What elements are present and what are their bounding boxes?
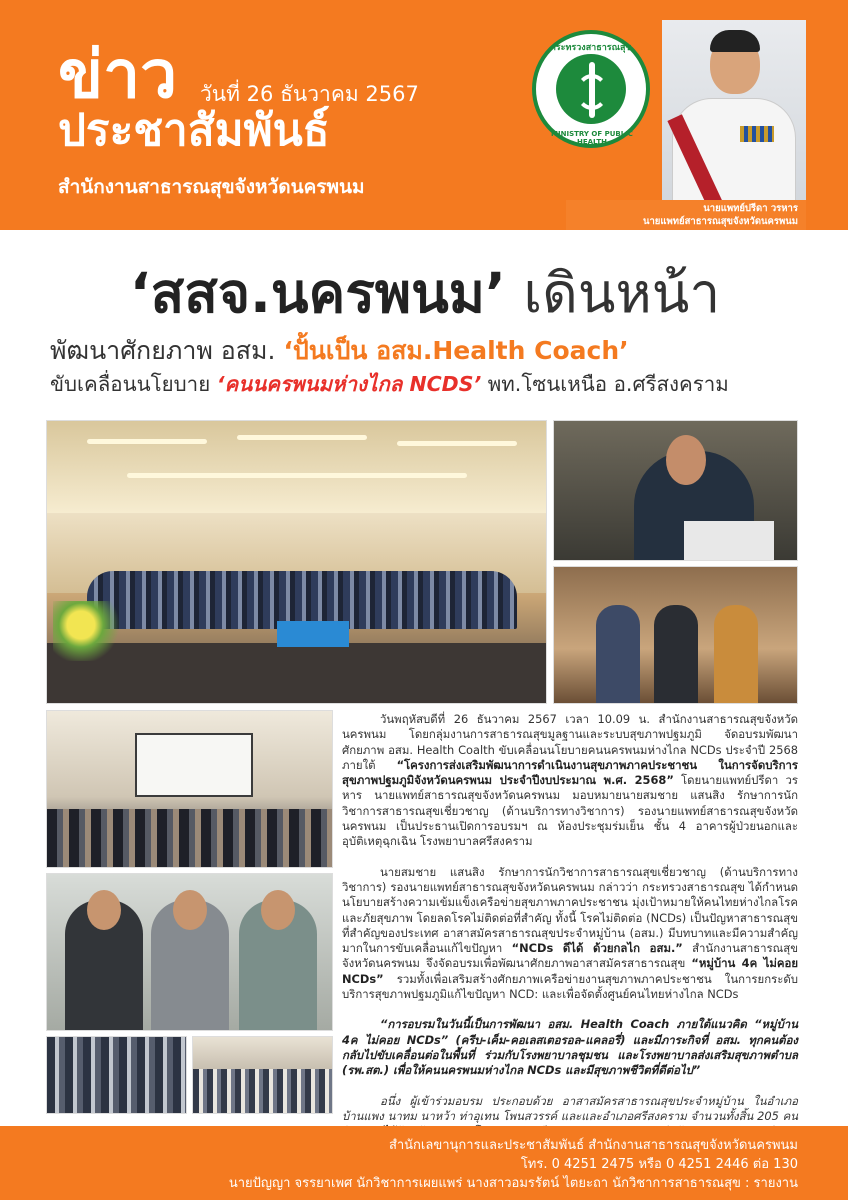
photo-presentation-screen (46, 710, 333, 868)
photo-group-hall (46, 420, 547, 704)
official-person (714, 605, 758, 704)
portrait-caption-name: นายแพทย์ปรีดา วรหาร (703, 203, 798, 214)
article-text: โดยนายแพทย์ปรีดา วรหาร นายแพทย์สาธารณสุขจังหวัดนครพนม มอบหมายนายสมชาย แสนสิง รักษาการนักวิชาการสาธารณสุขเชี่ยวชาญ (ด้านบริการทางวิชาการ) รองนายแพทย์สาธารณสุขจังหวัดนครพนม เป็นประธานเปิดการอบรมฯ ณ ห้องประชุมร่มเย็น ชั้น 4 อาคารผู้ป่วยนอกและอุบัติเหตุฉุกเฉิน โรงพยาบาลศรีสงคราม (342, 773, 798, 849)
header-date: วันที่ 26 ธันวาคม 2567 (200, 82, 419, 106)
footer-phone: โทร. 0 4251 2475 หรือ 0 4251 2446 ต่อ 130 (520, 1157, 798, 1172)
headline-line2-highlight: ‘ปั้นเป็น อสม.Health Coach’ (283, 336, 629, 365)
article-paragraph (342, 865, 798, 1003)
hall-light (397, 441, 517, 446)
headline-line3-suffix: พท.โซนเหนือ อ.ศรีสงคราม (481, 372, 729, 396)
portrait-medals (740, 126, 774, 142)
presentation-audience (47, 809, 332, 868)
photo-speaker (553, 420, 798, 561)
article-slogan: “หมู่บ้าน 4ค ไม่คอย NCDs” (342, 956, 798, 986)
header-word-news: ข่าว (58, 36, 178, 113)
hall-light (237, 435, 367, 440)
logo-snake (576, 74, 608, 110)
article-body (342, 712, 798, 1170)
participant-face (261, 890, 295, 930)
headline-line2-prefix: พัฒนาศักยภาพ อสม. (50, 336, 284, 365)
article-text: วันพฤหัสบดีที่ 26 ธันวาคม 2567 เวลา 10.09 น. สำนักงานสาธารณสุขจังหวัดนครพนม โดยกลุ่มงานการสาธารณสุขมูลฐานและระบบสุขภาพปฐมภูมิ จัดอบรมพัฒนาศักยภาพ อสม. Health Coalth ขับเคลื่อนนโยบายคนนครพนมห่างไกล NCDs ประจำปี 2568 ภายใต้ (342, 712, 798, 772)
article-text: รวมทั้งเพื่อเสริมสร้างศักยภาพเครือข่ายงานสุขภาพภาคประชาชน ในการยกระดับบริการสุขภาพปฐมภูมิแก้ไขปัญหา NCD: และเพื่อจัดตั้งศูนย์คนไทยห่างไกล NCDs (342, 971, 798, 1002)
article-text: สำนักงานสาธารณสุขจังหวัดนครพนม จึงจัดอบรมเพื่อพัฒนาศักยภาพอาสาสมัครสาธารณสุข (342, 941, 798, 971)
headline-line3-prefix: ขับเคลื่อนนโยบาย (50, 372, 217, 396)
photo-group-room (192, 1036, 333, 1114)
portrait-caption-title: นายแพทย์สาธารณสุขจังหวัดนครพนม (642, 216, 798, 227)
participant-face (173, 890, 207, 930)
official-person (596, 605, 640, 704)
hall-light (87, 439, 207, 444)
headline-main (40, 258, 810, 328)
article-slogan: “NCDs ดีได้ ด้วยกลไก อสม.” (511, 941, 683, 956)
headline-bold: ‘สสจ.นครพนม’ (129, 261, 506, 325)
photo-three-participants (46, 873, 333, 1031)
hall-light (127, 473, 467, 478)
news-header (0, 0, 848, 230)
official-portrait (662, 20, 806, 230)
participant-face (87, 890, 121, 930)
photo-group-participants (46, 1036, 187, 1114)
article-quote: “การอบรมในวันนี้เป็นการพัฒนา อสม. Health Coach ภายใต้แนวคิด “หมู่บ้าน 4ค ไม่คอย NCDs” (ครีบ-เค็ม-คอเลสเตอรอล-แคลอรี่) และมีภาระกิจที่ อสม. ทุกคนต้องกลับไปขับเคลื่อนต่อในพื้นที่ ร่วมกับโรงพยาบาลชุมชน และโรงพยาบาลส่งเสริมสุขภาพตำบล (รพ.สต.) เพื่อให้คนนครพนมห่างไกล NCDs และมีสุขภาพชีวิตที่ดีต่อไป” (342, 1017, 798, 1078)
article-text: นายสมชาย แสนสิง รักษาการนักวิชาการสาธารณสุขเชี่ยวชาญ (ด้านบริการทางวิชาการ) รองนายแพทย์สาธารณสุขจังหวัดนครพนม กล่าวว่า กระทรวงสาธารณสุข ได้กำหนดนโยบายสร้างความเข้มแข็งเครือข่ายสุขภาพภาคประชาชน มุ่งเป้าหมายให้คนไทยห่างไกลโรคและภัยสุขภาพ โดยลดโรคไม่ติดต่อที่สำคัญ ทั้งนี้ โรคไม่ติดต่อ (NCDs) เป็นปัญหาสาธารณสุขที่สำคัญของประเทศ อาสาสมัครสาธารณสุขประจำหมู่บ้าน (อสม.) มีบทบาทและมีความสำคัญมากในการขับเคลื่อนแก้ไขปัญหา (342, 864, 798, 956)
logo-top-text: กระทรวงสาธารณสุข (550, 43, 632, 53)
speaker-face (666, 435, 706, 485)
footer-office: สำนักเลขานุการและประชาสัมพันธ์ สำนักงานสาธารณสุขจังหวัดนครพนม (388, 1138, 798, 1153)
header-word-pr: ประชาสัมพันธ์ (58, 105, 330, 156)
headline-line3-highlight: ‘คนนครพนมห่างไกล NCDS’ (216, 372, 482, 396)
portrait-caption (566, 200, 806, 230)
presentation-screen (135, 733, 253, 797)
portrait-hair (710, 30, 760, 52)
official-person (654, 605, 698, 704)
headline-line2 (50, 333, 810, 369)
hall-banner (277, 621, 349, 647)
article-paragraph (342, 712, 798, 850)
news-footer (0, 1126, 848, 1200)
article-project-name: “โครงการส่งเสริมพัฒนาการดำเนินงานสุขภาพภาคประชาชน ในการจัดบริการสุขภาพปฐมภูมิจังหวัดนครพนม ประจำปีงบประมาณ พ.ศ. 2568” (342, 757, 798, 788)
header-office-name: สำนักงานสาธารณสุขจังหวัดนครพนม (58, 176, 365, 198)
photo-three-officials (553, 566, 798, 704)
room-crowd (193, 1069, 332, 1114)
hall-flowers (53, 601, 123, 661)
footer-reporters: นายปัญญา จรรยาเพศ นักวิชาการเผยแพร่ นางสาวอมรรัตน์ ไตยะถา นักวิชาการสาธารณสุข : รายงาน (228, 1176, 798, 1191)
headline-line3 (50, 368, 810, 400)
speaker-podium (684, 521, 774, 561)
logo-bottom-text: MINISTRY OF PUBLIC HEALTH (551, 130, 633, 146)
ministry-of-public-health-seal-icon (532, 30, 650, 148)
headline-rest: เดินหน้า (505, 261, 721, 325)
article-paragraph: อนึ่ง ผู้เข้าร่วมอบรม ประกอบด้วย อาสาสมัครสาธารณสุขประจำหมู่บ้าน ในอำเภอบ้านแพง นาทม นาหว้า ท่าอุเทน โพนสวรรค์ และและอำเภอศรีสงคราม จำนวนทั้งสิ้น 205 คน (342, 1093, 798, 1123)
